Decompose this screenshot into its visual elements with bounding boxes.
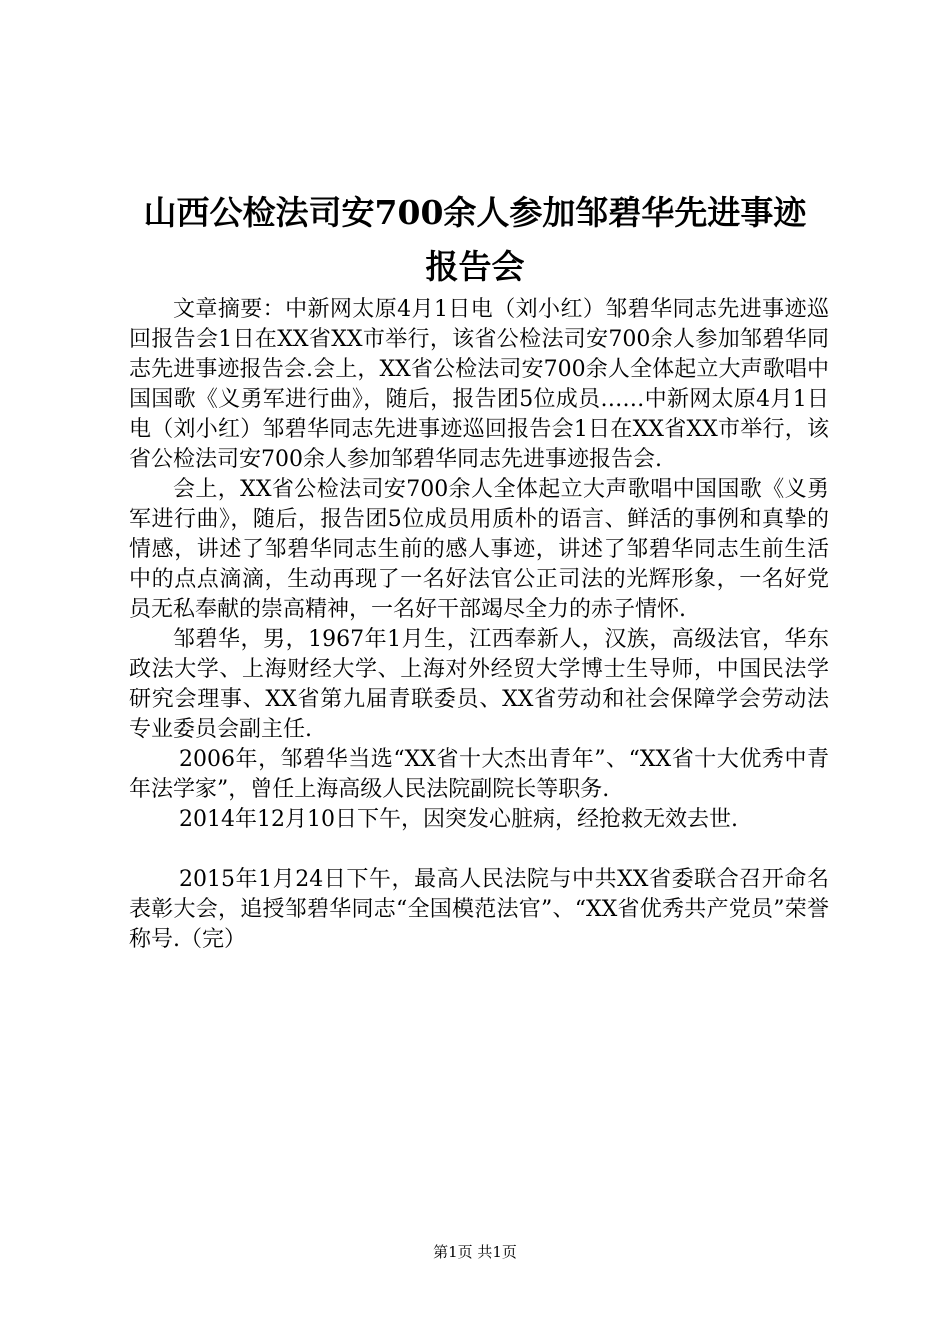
paragraph-summary: 文章摘要：中新网太原4月1日电（刘小红）邹碧华同志先进事迹巡回报告会1日在XX省XX市举行，该省公检法司安700余人参加邹碧华同志先进事迹报告会.会上，XX省公检法司安700余人全体起立大声歌唱中国国歌《义勇军进行曲》，随后，报告团5位成员……中新网太原4月1日电（刘小红）邹碧华同志先进事迹巡回报告会1日在XX省XX市举行，该省公检法司安700余人参加邹碧华同志先进事迹报告会. — [129, 297, 829, 472]
paragraph-biography: 邹碧华，男，1967年1月生，江西奉新人，汉族，高级法官，华东政法大学、上海财经大学、上海对外经贸大学博士生导师，中国民法学研究会理事、XX省第九届青联委员、XX省劳动和社会保障学会劳动法专业委员会副主任. — [129, 627, 829, 742]
paragraph-meeting: 会上，XX省公检法司安700余人全体起立大声歌唱中国国歌《义勇军进行曲》，随后，报告团5位成员用质朴的语言、鲜活的事例和真挚的情感，讲述了邹碧华同志生前的感人事迹，讲述了邹碧华同志生前生活中的点点滴滴，生动再现了一名好法官公正司法的光辉形象，一名好党员无私奉献的崇高精神，一名好干部竭尽全力的赤子情怀. — [129, 477, 829, 622]
paragraph-death-2014: 2014年12月10日下午，因突发心脏病，经抢救无效去世. — [179, 807, 738, 832]
paragraph-spacer — [129, 835, 829, 865]
page-footer: 第1页 共1页 — [433, 1243, 517, 1261]
paragraph-honors-2006: 2006年，邹碧华当选“XX省十大杰出青年”、“XX省十大优秀中青年法学家”，曾任上海高级人民法院副院长等职务. — [129, 747, 829, 802]
paragraph-award-2015: 2015年1月24日下午，最高人民法院与中共XX省委联合召开命名表彰大会，追授邹碧华同志“全国模范法官”、“XX省优秀共产党员”荣誉称号.（完） — [129, 867, 829, 952]
document-title-line-2: 报告会 — [425, 247, 525, 286]
document-title-line-1: 山西公检法司安700余人参加邹碧华先进事迹 — [143, 193, 807, 232]
document-body — [129, 295, 829, 955]
